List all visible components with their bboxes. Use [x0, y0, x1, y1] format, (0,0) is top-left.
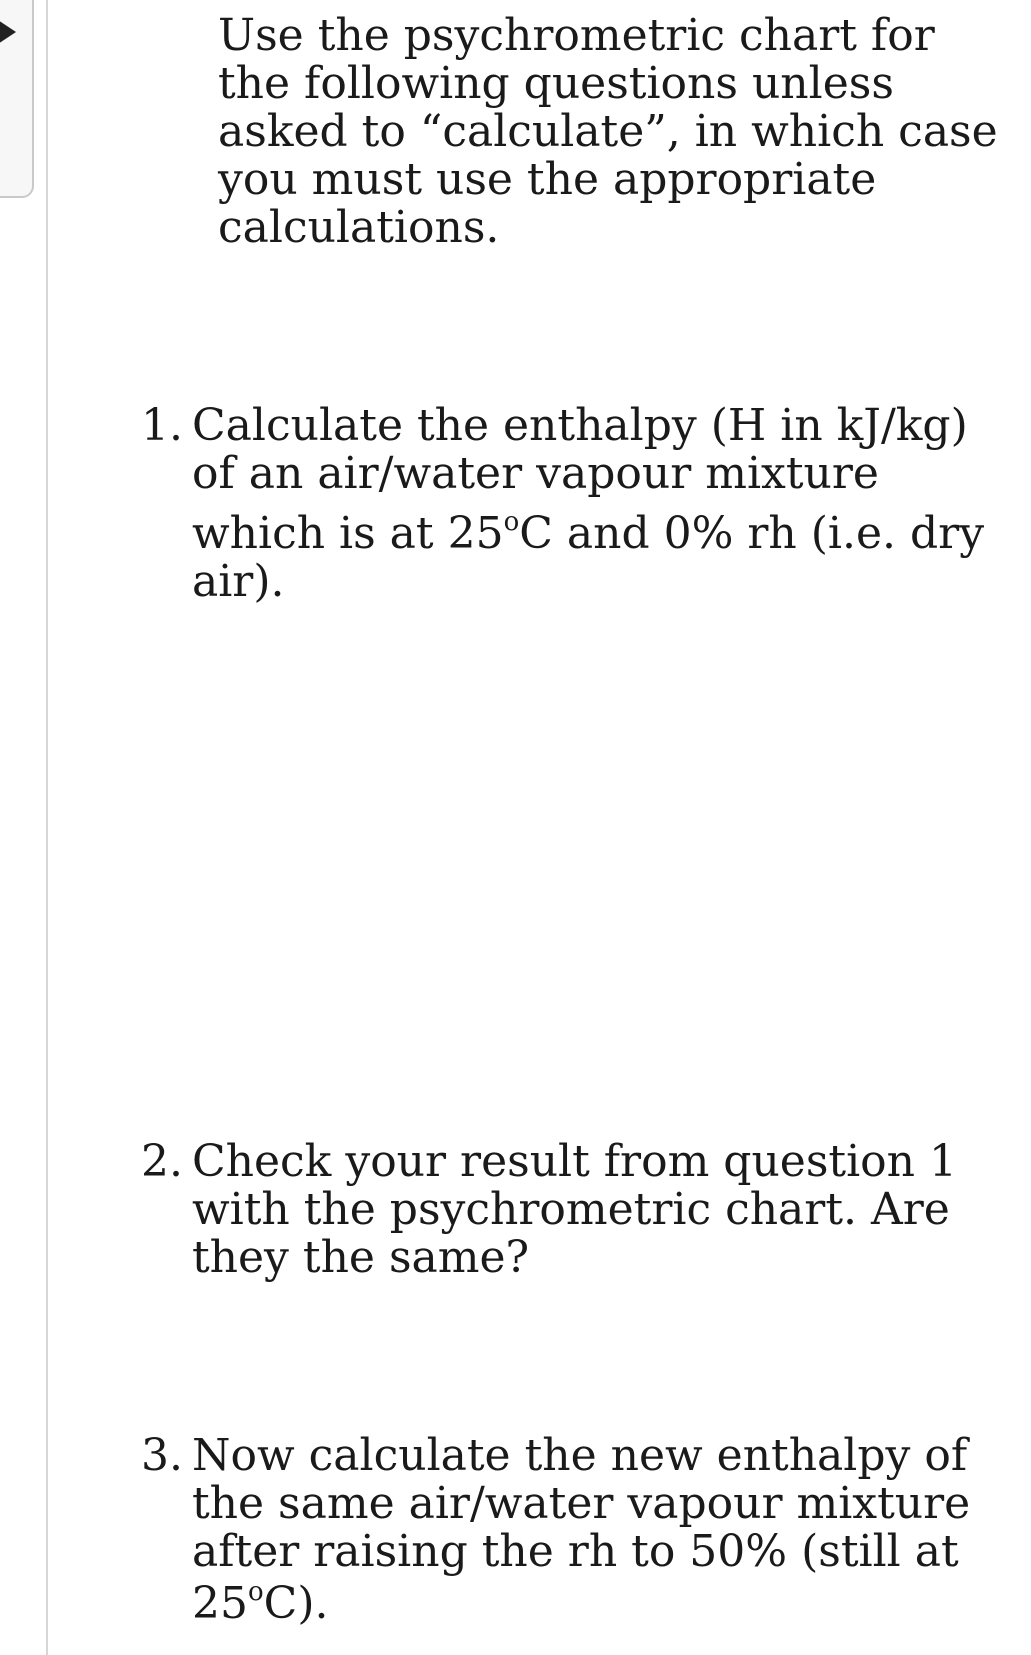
- question-number: 3.: [141, 1430, 183, 1481]
- question-number: 2.: [141, 1136, 183, 1187]
- question-line: of an air/water vapour mixture: [192, 448, 879, 499]
- instructions-line: you must use the appropriate: [218, 154, 877, 205]
- question-number: 1.: [141, 400, 183, 451]
- question-line: air).: [192, 556, 285, 607]
- question-line: Calculate the enthalpy (H in kJ/kg): [192, 400, 968, 451]
- question-text: [192, 1432, 1022, 1628]
- question-line: Check your result from question 1: [192, 1136, 957, 1187]
- question-line: after raising the rh to 50% (still at: [192, 1526, 959, 1577]
- question-line: the same air/water vapour mixture: [192, 1478, 971, 1529]
- instructions-line: the following questions unless: [218, 58, 894, 109]
- question-text: [192, 1138, 1022, 1282]
- question-line: Now calculate the new enthalpy of: [192, 1430, 968, 1481]
- question-line: [192, 1577, 1022, 1629]
- temperature-value: which is at 25: [192, 508, 504, 559]
- degree-superscript: o: [248, 1577, 264, 1607]
- play-arrow-icon[interactable]: [0, 20, 16, 44]
- instructions-line: Use the psychrometric chart for: [218, 10, 935, 61]
- panel-divider: [46, 0, 48, 1655]
- question-line-rest: C and 0% rh (i.e. dry: [519, 508, 985, 559]
- side-panel-tab[interactable]: [0, 0, 34, 198]
- instructions-paragraph: [218, 12, 1018, 252]
- instructions-line: calculations.: [218, 202, 500, 253]
- question-line: [192, 507, 1022, 559]
- instructions-line: asked to “calculate”, in which case: [218, 106, 998, 157]
- temperature-value: 25: [192, 1578, 248, 1629]
- degree-superscript: o: [503, 507, 520, 537]
- question-line: with the psychrometric chart. Are: [192, 1184, 950, 1235]
- question-line: they the same?: [192, 1232, 530, 1283]
- question-line-rest: C).: [263, 1578, 329, 1629]
- question-text: [192, 402, 1022, 606]
